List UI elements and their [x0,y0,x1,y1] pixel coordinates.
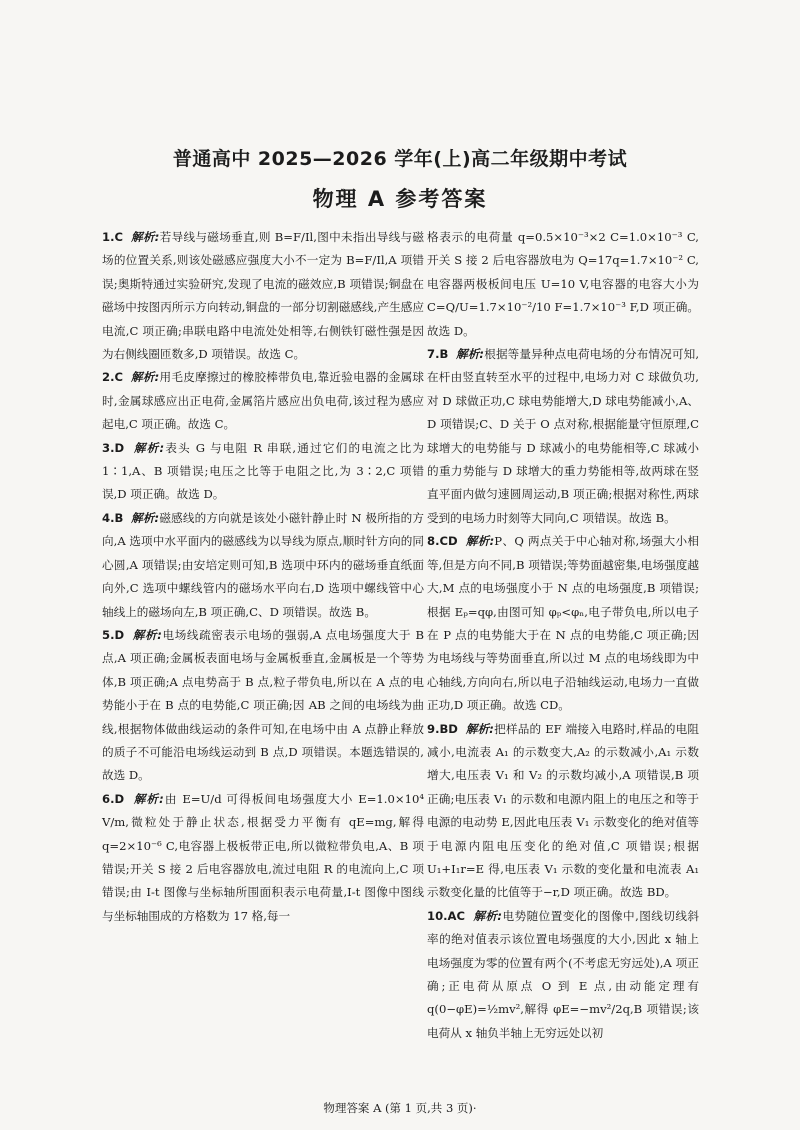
answer-text: 磁感线的方向就是该处小磁针静止时 N 极所指的方向,A 选项中水平面内的磁感线为以导线为原点,顺时针方向的同心圆,A 项错误;由安培定则可知,B 选项中环内的磁场垂直纸面向外,C 选项中螺线管内的磁场水平向右,D 选项中螺线管中心轴线上的磁场向左,B 项正确,C、D 项错误。故选 B。 [102,510,424,619]
answer-number: 9.BD [427,721,458,736]
left-column [102,226,424,928]
right-column [427,226,699,1045]
answer-item [102,366,424,436]
answer-item [427,343,699,530]
page-title: 普通高中 2025—2026 学年(上)高二年级期中考试 [172,148,628,170]
analysis-label: 解析: [131,510,160,525]
analysis-label: 解析: [130,230,160,244]
answer-item [427,530,699,717]
answer-text: 用毛皮摩擦过的橡胶棒带负电,靠近验电器的金属球时,金属球感应出正电荷,金属箔片感应出负电荷,该过程为感应起电,C 项正确。故选 C。 [102,370,425,432]
answer-item [102,624,424,788]
answer-text: 若导线与磁场垂直,则 B=F/Il,图中未指出导线与磁场的位置关系,则该处磁感应强度大小不一定为 B=F/Il,A 项错误;奥斯特通过实验研究,发现了电流的磁效应,B 项错误;铜盘在磁场中按图丙所示方向转动,铜盘的一部分切割磁感线,产生感应电流,C 项正确;串联电路中电流处处相等,右侧铁钉磁性强是因为右侧线圈匝数多,D 项错误。故选 C。 [102,230,425,362]
analysis-label: 解析: [130,370,160,385]
analysis-label: 解析: [455,347,485,362]
answer-item [102,788,424,928]
answer-number: 4.B [102,510,124,525]
analysis-label: 解析: [473,908,503,923]
answer-text: P、Q 两点关于中心轴对称,场强大小相等,但是方向不同,B 项错误;等势面越密集,电场强度越大,M 点的电场强度小于 N 点的电场强度,B 项错误;根据 Eₚ=qφ,由图可知 φₚ<φₙ,电子带负电,所以电子在 P 点的电势能大于在 N 点的电势能,C 项正确;因为电场线与等势面垂直,所以过 M 点的电场线即为中心轴线,方向向右,所以电子沿轴线运动,电场力一直做正功,D 项正确。故选 CD。 [427,534,700,713]
answer-number: 3.D [102,440,125,455]
answer-text: 表头 G 与电阻 R 串联,通过它们的电流之比为 1∶1,A、B 项错误;电压之比等于电阻之比,为 3∶2,C 项错误,D 项正确。故选 D。 [102,440,425,502]
analysis-label: 解析: [465,721,494,736]
answer-item [427,226,699,343]
answer-number: 2.C [102,370,123,385]
answer-item [102,437,424,507]
analysis-label: 解析: [132,627,162,642]
answer-number: 7.B [427,347,449,362]
analysis-label: 解析: [133,791,164,806]
answer-item [102,226,424,366]
answer-number: 1.C [102,230,123,244]
answer-text: 把样品的 EF 端接入电路时,样品的电阻减小,电流表 A₁ 的示数变大,A₂ 的示数减小,A₁ 示数增大,电压表 V₁ 和 V₂ 的示数均减小,A 项错误,B 项正确;电压表 V₁ 的示数和电源内阻上的电压之和等于电源的电动势 E,因此电压表 V₁ 示数变化的绝对值等于电源内阻电压变化的绝对值,C 项错误;根据 U₁+I₁r=E 得,电压表 V₁ 示数的变化量和电流表 A₁ 示数变化量的比值等于−r,D 项正确。故选 BD。 [427,721,700,900]
answer-item [427,905,699,1045]
answer-number: 8.CD [427,534,458,549]
page-footer: 物理答案 A (第 1 页,共 3 页)· [323,1101,477,1115]
analysis-label: 解析: [465,534,495,549]
answer-item [427,718,699,905]
answer-number: 10.AC [427,908,466,923]
answer-text: 根据等量异种点电荷电场的分布情况可知,在杆由竖直转至水平的过程中,电场力对 C 球做负功,对 D 球做正功,C 球电势能增大,D 球电势能减小,A、D 项错误;C、D 关于 O 点对称,根据能量守恒原理,C 球增大的电势能与 D 球减小的电势能相等,C 球减小的重力势能与 D 球增大的重力势能相等,故两球在竖直平面内做匀速圆周运动,B 项正确;根据对称性,两球受到的电场力时刻等大同向,C 项错误。故选 B。 [427,347,700,525]
answer-text: 格表示的电荷量 q=0.5×10⁻³×2 C=1.0×10⁻³ C,开关 S 接 2 后电容器放电为 Q=17q=1.7×10⁻² C,电容器两极板间电压 U=10 V,电容器的电容大小为 C=Q/U=1.7×10⁻²/10 F=1.7×10⁻³ F,D 项正确。故选 D。 [427,230,699,338]
answer-number: 6.D [102,791,125,806]
answer-text: 由 E=U/d 可得板间电场强度大小 E=1.0×10⁴ V/m,微粒处于静止状态,根据受力平衡有 qE=mg,解得 q=2×10⁻⁶ C,电容器上极板带正电,所以微粒带负电,A、B 项错误;开关 S 接 2 后电容器放电,流过电阻 R 的电流向上,C 项错误;由 I-t 图像与坐标轴所围面积表示电荷量,I-t 图像中图线与坐标轴围成的方格数为 17 格,每一 [102,791,424,923]
page-subtitle: 物理 A 参考答案 [312,187,488,211]
answer-text: 电势随位置变化的图像中,图线切线斜率的绝对值表示该位置电场强度的大小,因此 x 轴上电场强度为零的位置有两个(不考虑无穷远处),A 项正确;正电荷从原点 O 到 E 点,由动能定理有 q(0−φE)=½mv²,解得 φE=−mv²/2q,B 项错误;该电荷从 x 轴负半轴上无穷远处以初 [427,908,700,1040]
answer-number: 5.D [102,627,125,642]
answer-item [102,507,424,624]
analysis-label: 解析: [133,440,165,455]
answer-text: 电场线疏密表示电场的强弱,A 点电场强度大于 B 点,A 项正确;金属板表面电场与金属板垂直,金属板是一个等势体,B 项正确;A 点电势高于 B 点,粒子带负电,所以在 A 点的电势能小于在 B 点的电势能,C 项正确;因 AB 之间的电场线为曲线,根据物体做曲线运动的条件可知,在电场中由 A 点静止释放的质子不可能沿电场线运动到 B 点,D 项错误。本题选错误的,故选 D。 [102,627,424,783]
